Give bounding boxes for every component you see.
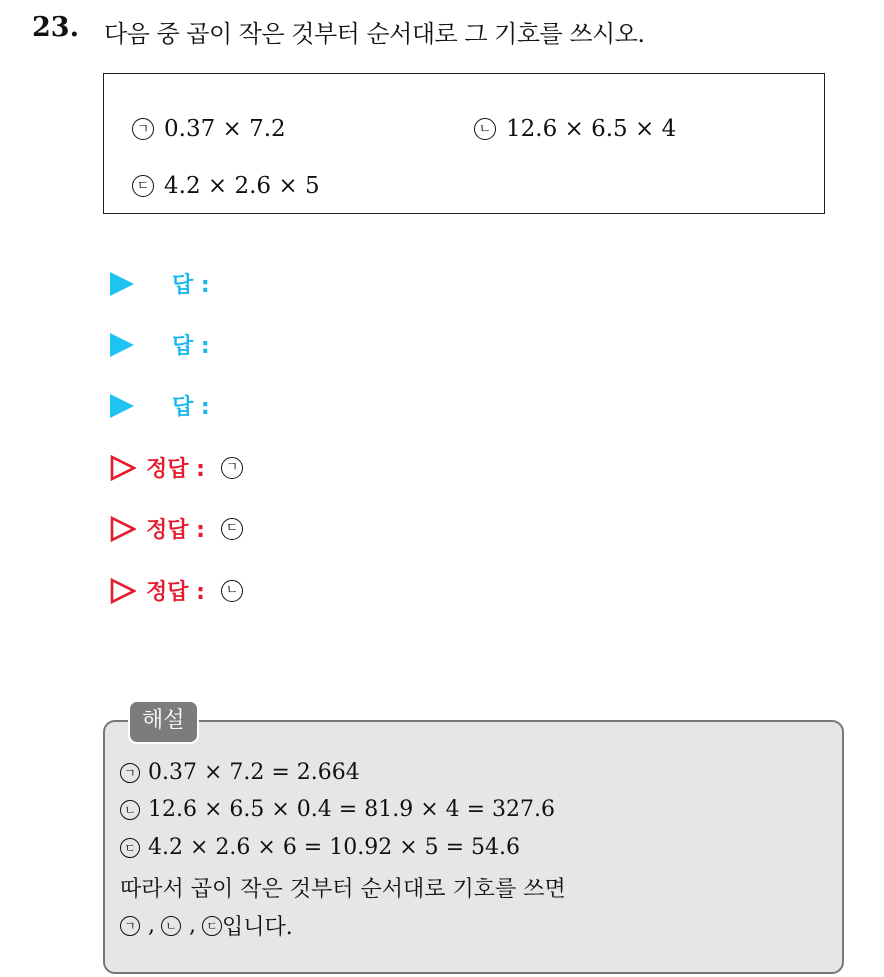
given-item xyxy=(474,116,676,142)
given-expression: 0.37 × 7.2 xyxy=(164,116,286,142)
answer-blank-row xyxy=(110,390,210,421)
circled-symbol: ㄱ xyxy=(221,457,243,479)
correct-answer-label: 정답 : xyxy=(146,457,205,482)
answer-label: 답 : xyxy=(172,273,210,298)
question-text: 다음 중 곱이 작은 것부터 순서대로 그 기호를 쓰시오. xyxy=(104,20,645,48)
solution-text: 0.37 × 7.2 = 2.664 xyxy=(148,760,360,785)
solution-text: 12.6 × 6.5 × 0.4 = 81.9 × 4 = 327.6 xyxy=(148,797,556,822)
solution-line xyxy=(120,797,555,822)
circled-symbol: ㄴ xyxy=(120,800,140,820)
solution-line xyxy=(120,835,520,860)
solution-conclusion: 따라서 곱이 작은 것부터 순서대로 기호를 쓰면 xyxy=(120,877,566,902)
given-expression: 4.2 × 2.6 × 5 xyxy=(164,173,320,199)
answer-blank-row xyxy=(110,268,210,299)
correct-answer-label: 정답 : xyxy=(146,518,205,543)
circled-symbol: ㄷ xyxy=(120,838,140,858)
correct-answer-row xyxy=(110,452,253,483)
circled-symbol: ㄴ xyxy=(474,118,496,140)
solution-final-suffix: 입니다. xyxy=(222,915,293,940)
outline-triangle-icon xyxy=(110,578,136,604)
given-item xyxy=(132,173,320,199)
correct-answer-label: 정답 : xyxy=(146,580,205,605)
solution-line xyxy=(120,760,360,785)
circled-symbol: ㄱ xyxy=(132,118,154,140)
outline-triangle-icon xyxy=(110,516,136,542)
circled-symbol: ㄷ xyxy=(202,916,222,936)
question-number: 23. xyxy=(32,12,79,43)
filled-triangle-icon xyxy=(110,272,134,296)
answer-blank-row xyxy=(110,329,210,360)
circled-symbol: ㄱ xyxy=(120,916,140,936)
given-item xyxy=(132,116,286,142)
filled-triangle-icon xyxy=(110,394,134,418)
correct-answer-row xyxy=(110,575,253,606)
filled-triangle-icon xyxy=(110,333,134,357)
answer-label: 답 : xyxy=(172,334,210,359)
circled-symbol: ㄴ xyxy=(161,916,181,936)
circled-symbol: ㄴ xyxy=(221,580,243,602)
correct-answer-row xyxy=(110,513,253,544)
given-expression: 12.6 × 6.5 × 4 xyxy=(506,116,677,142)
circled-symbol: ㄷ xyxy=(221,518,243,540)
answer-label: 답 : xyxy=(172,395,210,420)
circled-symbol: ㄱ xyxy=(120,763,140,783)
solution-tab: 해설 xyxy=(128,700,199,744)
outline-triangle-icon xyxy=(110,455,136,481)
solution-final: ㄱ , ㄴ , ㄷ 입니다. xyxy=(120,910,293,941)
solution-text: 4.2 × 2.6 × 6 = 10.92 × 5 = 54.6 xyxy=(148,835,521,860)
circled-symbol: ㄷ xyxy=(132,175,154,197)
